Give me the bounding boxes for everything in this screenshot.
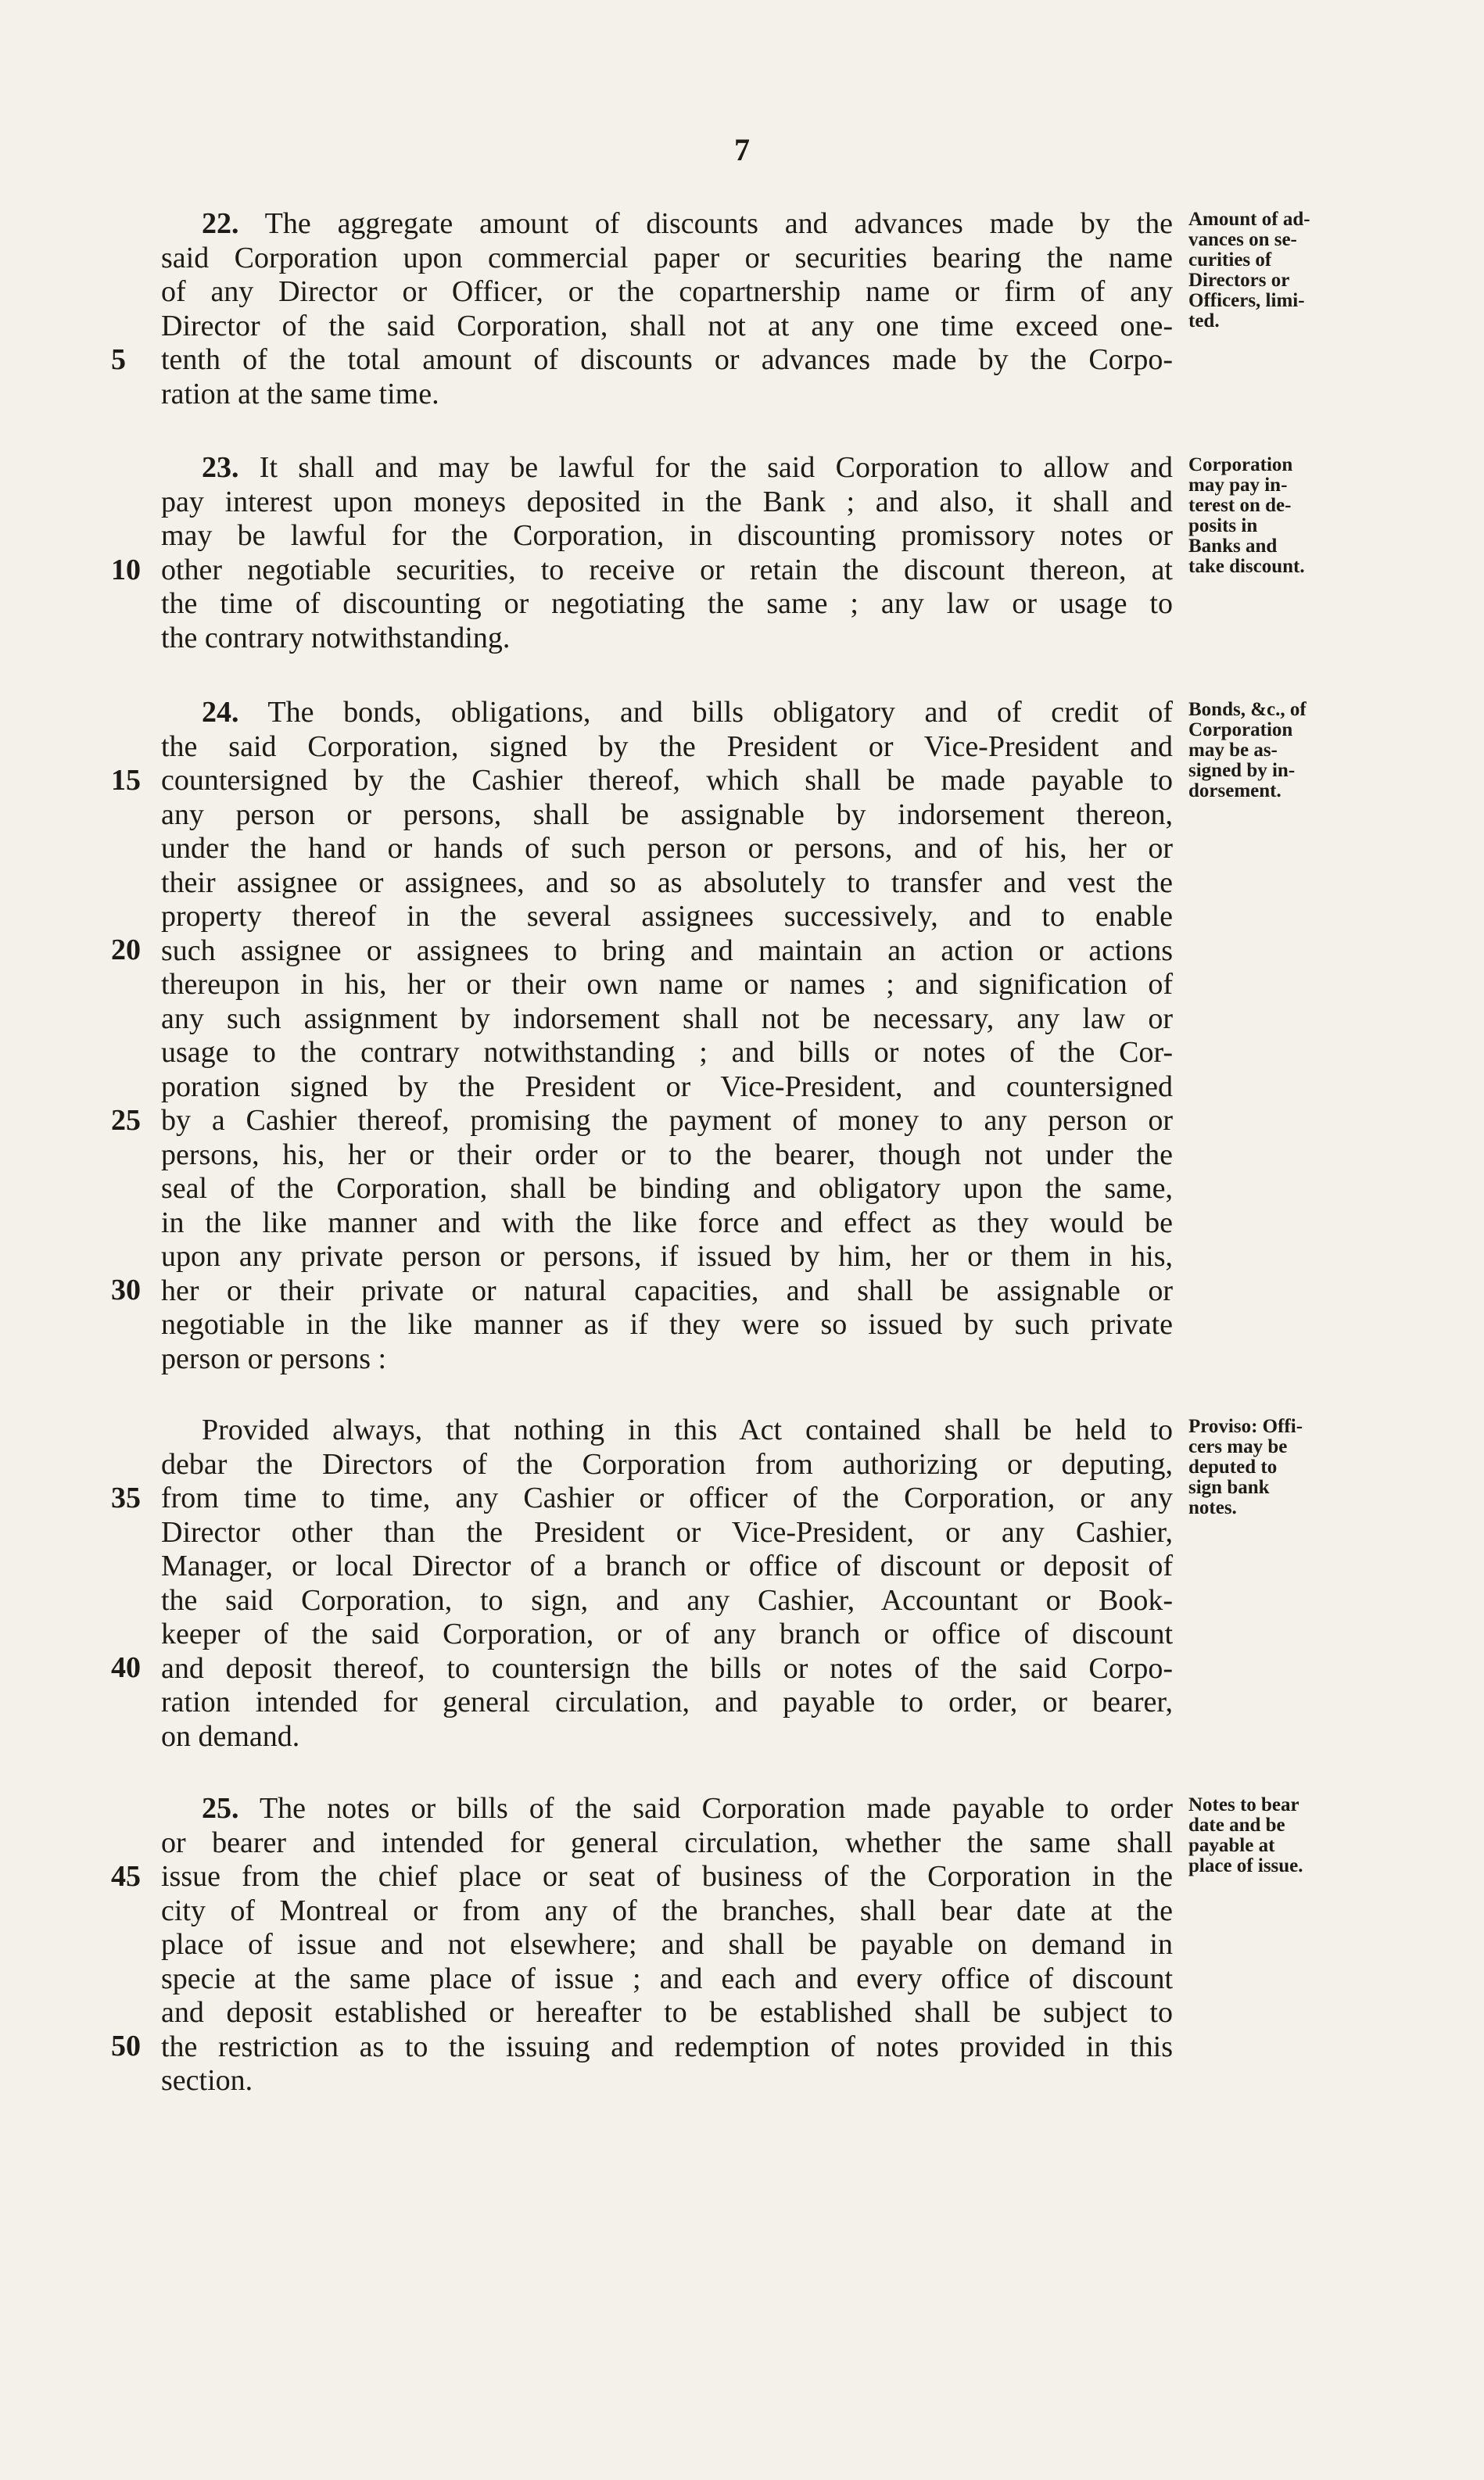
section-number: 22. <box>202 207 239 240</box>
section-number: 23. <box>202 451 239 484</box>
text-line: section. <box>161 2064 253 2097</box>
text-line: any such assignment by indorsement shall not be necessary, any law or <box>161 1002 1173 1035</box>
text-line: persons, his, her or their order or to the bearer, though not under the <box>161 1138 1173 1171</box>
margin-note-25: Notes to bear date and be payable at place of issue. <box>1188 1794 1303 1876</box>
text-line: other negotiable securities, to receive or retain the discount thereon, at <box>161 553 1173 586</box>
section-number: 24. <box>202 696 239 729</box>
text-line: 24. The bonds, obligations, and bills obligatory and of credit of <box>202 696 1173 729</box>
text-line: such assignee or assignees to bring and maintain an action or actions <box>161 934 1173 967</box>
section-proviso <box>161 1414 1173 1754</box>
text-line: usage to the contrary notwithstanding ; and bills or notes of the Cor- <box>161 1036 1173 1069</box>
text-line: 23. It shall and may be lawful for the said Corporation to allow and <box>202 451 1173 484</box>
line-number: 40 <box>111 1651 141 1684</box>
text-line: countersigned by the Cashier thereof, which shall be made payable to <box>161 764 1173 797</box>
margin-note-proviso: Proviso: Offi- cers may be deputed to sign bank notes. <box>1188 1416 1303 1518</box>
text-line: Director other than the President or Vice-President, or any Cashier, <box>161 1515 1173 1549</box>
text-line: 25. The notes or bills of the said Corporation made payable to order <box>202 1792 1173 1825</box>
text-line: Director of the said Corporation, shall not at any one time exceed one- <box>161 309 1173 342</box>
text-line: the said Corporation, to sign, and any Cashier, Accountant or Book- <box>161 1583 1173 1617</box>
text-line: and deposit established or hereafter to be established shall be subject to <box>161 1996 1173 2029</box>
text-line: ration intended for general circulation, and payable to order, or bearer, <box>161 1686 1173 1718</box>
text-line: by a Cashier thereof, promising the payment of money to any person or <box>161 1104 1173 1137</box>
proviso-text <box>161 1414 1173 1754</box>
text-line: in the like manner and with the like force and effect as they would be <box>161 1206 1173 1239</box>
text-line: city of Montreal or from any of the branches, shall bear date at the <box>161 1894 1173 1927</box>
text-line: the contrary notwithstanding. <box>161 621 511 654</box>
section-22 <box>161 207 1173 411</box>
text-line: person or persons : <box>161 1342 387 1375</box>
page-number: 7 <box>734 132 750 167</box>
section-23 <box>161 451 1173 655</box>
text-line: any person or persons, shall be assignable by indorsement thereon, <box>161 797 1173 831</box>
text-line: place of issue and not elsewhere; and shall be payable on demand in <box>161 1928 1173 1961</box>
text-line: tenth of the total amount of discounts or advances made by the Corpo- <box>161 343 1173 376</box>
text-line: the restriction as to the issuing and redemption of notes provided in this <box>161 2030 1173 2063</box>
text-line: from time to time, any Cashier or officer of the Corporation, or any <box>161 1482 1173 1514</box>
margin-note-24: Bonds, &c., of Corporation may be as- signed by in- dorsement. <box>1188 699 1307 801</box>
section-24-text <box>161 696 1173 1376</box>
section-number: 25. <box>202 1792 239 1825</box>
line-number: 50 <box>111 2030 141 2062</box>
text-line: upon any private person or persons, if issued by him, her or them in his, <box>161 1240 1173 1273</box>
line-number: 5 <box>111 343 126 376</box>
section-25-text <box>161 1792 1173 2098</box>
text-line: may be lawful for the Corporation, in discounting promissory notes or <box>161 519 1173 552</box>
text-line: negotiable in the like manner as if they were so issued by such private <box>161 1308 1173 1341</box>
text-line: Manager, or local Director of a branch or office of discount or deposit of <box>161 1550 1173 1582</box>
text-line: Provided always, that nothing in this Act contained shall be held to <box>202 1414 1173 1446</box>
text-line: issue from the chief place or seat of business of the Corporation in the <box>161 1860 1173 1893</box>
text-line: debar the Directors of the Corporation from authorizing or deputing, <box>161 1447 1173 1481</box>
text-line: on demand. <box>161 1719 300 1753</box>
text-line: specie at the same place of issue ; and each and every office of discount <box>161 1962 1173 1995</box>
line-number: 10 <box>111 554 141 586</box>
text-line: keeper of the said Corporation, or of any branch or office of discount <box>161 1618 1173 1650</box>
text-line: her or their private or natural capacities, and shall be assignable or <box>161 1274 1173 1307</box>
line-number: 45 <box>111 1860 141 1893</box>
text-line: property thereof in the several assignees successively, and to enable <box>161 900 1173 933</box>
text-line: 22. The aggregate amount of discounts and advances made by the <box>202 207 1173 240</box>
text-line: seal of the Corporation, shall be binding and obligatory upon the same, <box>161 1172 1173 1205</box>
text-line: their assignee or assignees, and so as absolutely to transfer and vest the <box>161 865 1173 899</box>
text-line: or bearer and intended for general circulation, whether the same shall <box>161 1826 1173 1859</box>
text-line: the said Corporation, signed by the President or Vice-President and <box>161 729 1173 763</box>
text-line: pay interest upon moneys deposited in the Bank ; and also, it shall and <box>161 485 1173 518</box>
text-line: and deposit thereof, to countersign the bills or notes of the said Corpo- <box>161 1651 1173 1685</box>
text-line: ration at the same time. <box>161 377 439 410</box>
line-number: 25 <box>111 1104 141 1137</box>
text-line: under the hand or hands of such person or persons, and of his, her or <box>161 832 1173 865</box>
text-line: of any Director or Officer, or the copartnership name or firm of any <box>161 275 1173 308</box>
text-line: thereupon in his, her or their own name or names ; and signification of <box>161 968 1173 1001</box>
line-number: 30 <box>111 1274 141 1306</box>
margin-note-22: Amount of ad- vances on se- curities of Directors or Officers, limi- ted. <box>1188 209 1310 332</box>
section-22-text <box>161 207 1173 411</box>
text-line: said Corporation upon commercial paper or securities bearing the name <box>161 241 1173 274</box>
section-23-text <box>161 451 1173 655</box>
line-number: 35 <box>111 1482 141 1514</box>
margin-note-23: Corporation may pay in- terest on de- posits in Banks and take discount. <box>1188 454 1305 577</box>
line-number: 20 <box>111 934 141 966</box>
text-line: poration signed by the President or Vice-President, and countersigned <box>161 1070 1173 1103</box>
section-24 <box>161 696 1173 1376</box>
text-line: the time of discounting or negotiating the same ; any law or usage to <box>161 587 1173 620</box>
section-25 <box>161 1792 1173 2098</box>
line-number: 15 <box>111 764 141 797</box>
